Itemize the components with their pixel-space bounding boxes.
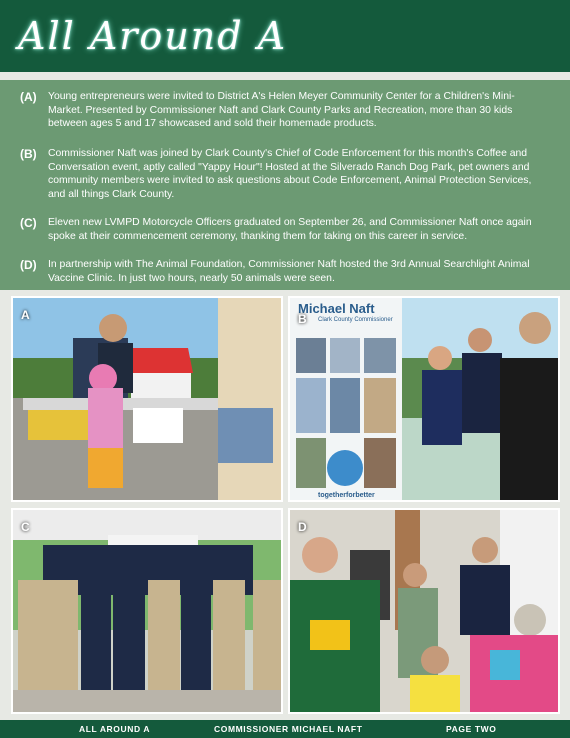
photo-a-image bbox=[13, 298, 283, 502]
photo-c-image bbox=[13, 510, 283, 714]
item-letter: (A) bbox=[20, 90, 37, 104]
photo-label: C bbox=[21, 520, 30, 534]
photo-b-image bbox=[290, 298, 560, 502]
page-footer bbox=[0, 720, 570, 738]
item-letter: (D) bbox=[20, 258, 37, 272]
item-text: Young entrepreneurs were invited to District A's Helen Meyer Community Center for a Children's Mini-Market. Presented by Commissioner Naft and Clark County Parks and Recreation, more than 30 kids between ages 5 and 17 showcased and sold their homemade products. bbox=[48, 91, 515, 129]
item-letter: (C) bbox=[20, 216, 37, 230]
item-letter: (B) bbox=[20, 147, 37, 161]
photo-a bbox=[11, 296, 283, 502]
footer-commissioner: COMMISSIONER MICHAEL NAFT bbox=[214, 724, 363, 734]
page-title: All Around A bbox=[18, 14, 288, 58]
banner-subtitle: Clark County Commissioner bbox=[318, 317, 393, 323]
news-panel bbox=[0, 80, 570, 290]
photo-d bbox=[288, 508, 560, 714]
item-text: Commissioner Naft was joined by Clark County's Chief of Code Enforcement for this month's Coffee and Conversation event, aptly called "Yappy Hour"! Hosted at the Silverado Ranch Dog Park, pet owners and community members were invited to ask questions about Code Enforcement, Animal Protection Services, and all things Clark County. bbox=[48, 148, 532, 200]
photo-label: B bbox=[298, 312, 307, 326]
item-text: In partnership with The Animal Foundation, Commissioner Naft hosted the 3rd Annual Searchlight Animal Vaccine Clinic. In just two hours, nearly 50 animals were seen. bbox=[48, 259, 530, 284]
item-text: Eleven new LVMPD Motorcycle Officers graduated on September 26, and Commissioner Naft once again spoke at their commencement ceremony, thanking them for taking on this career in service. bbox=[48, 217, 532, 242]
banner-tagline: togetherforbetter bbox=[318, 492, 375, 499]
photo-label: A bbox=[21, 308, 30, 322]
footer-section: ALL AROUND A bbox=[79, 724, 151, 734]
footer-page: PAGE TWO bbox=[446, 724, 497, 734]
photo-d-image bbox=[290, 510, 560, 714]
photo-label: D bbox=[298, 520, 307, 534]
page-header bbox=[0, 0, 570, 72]
photo-c bbox=[11, 508, 283, 714]
banner-title: Michael Naft bbox=[298, 301, 375, 316]
photo-b bbox=[288, 296, 560, 502]
